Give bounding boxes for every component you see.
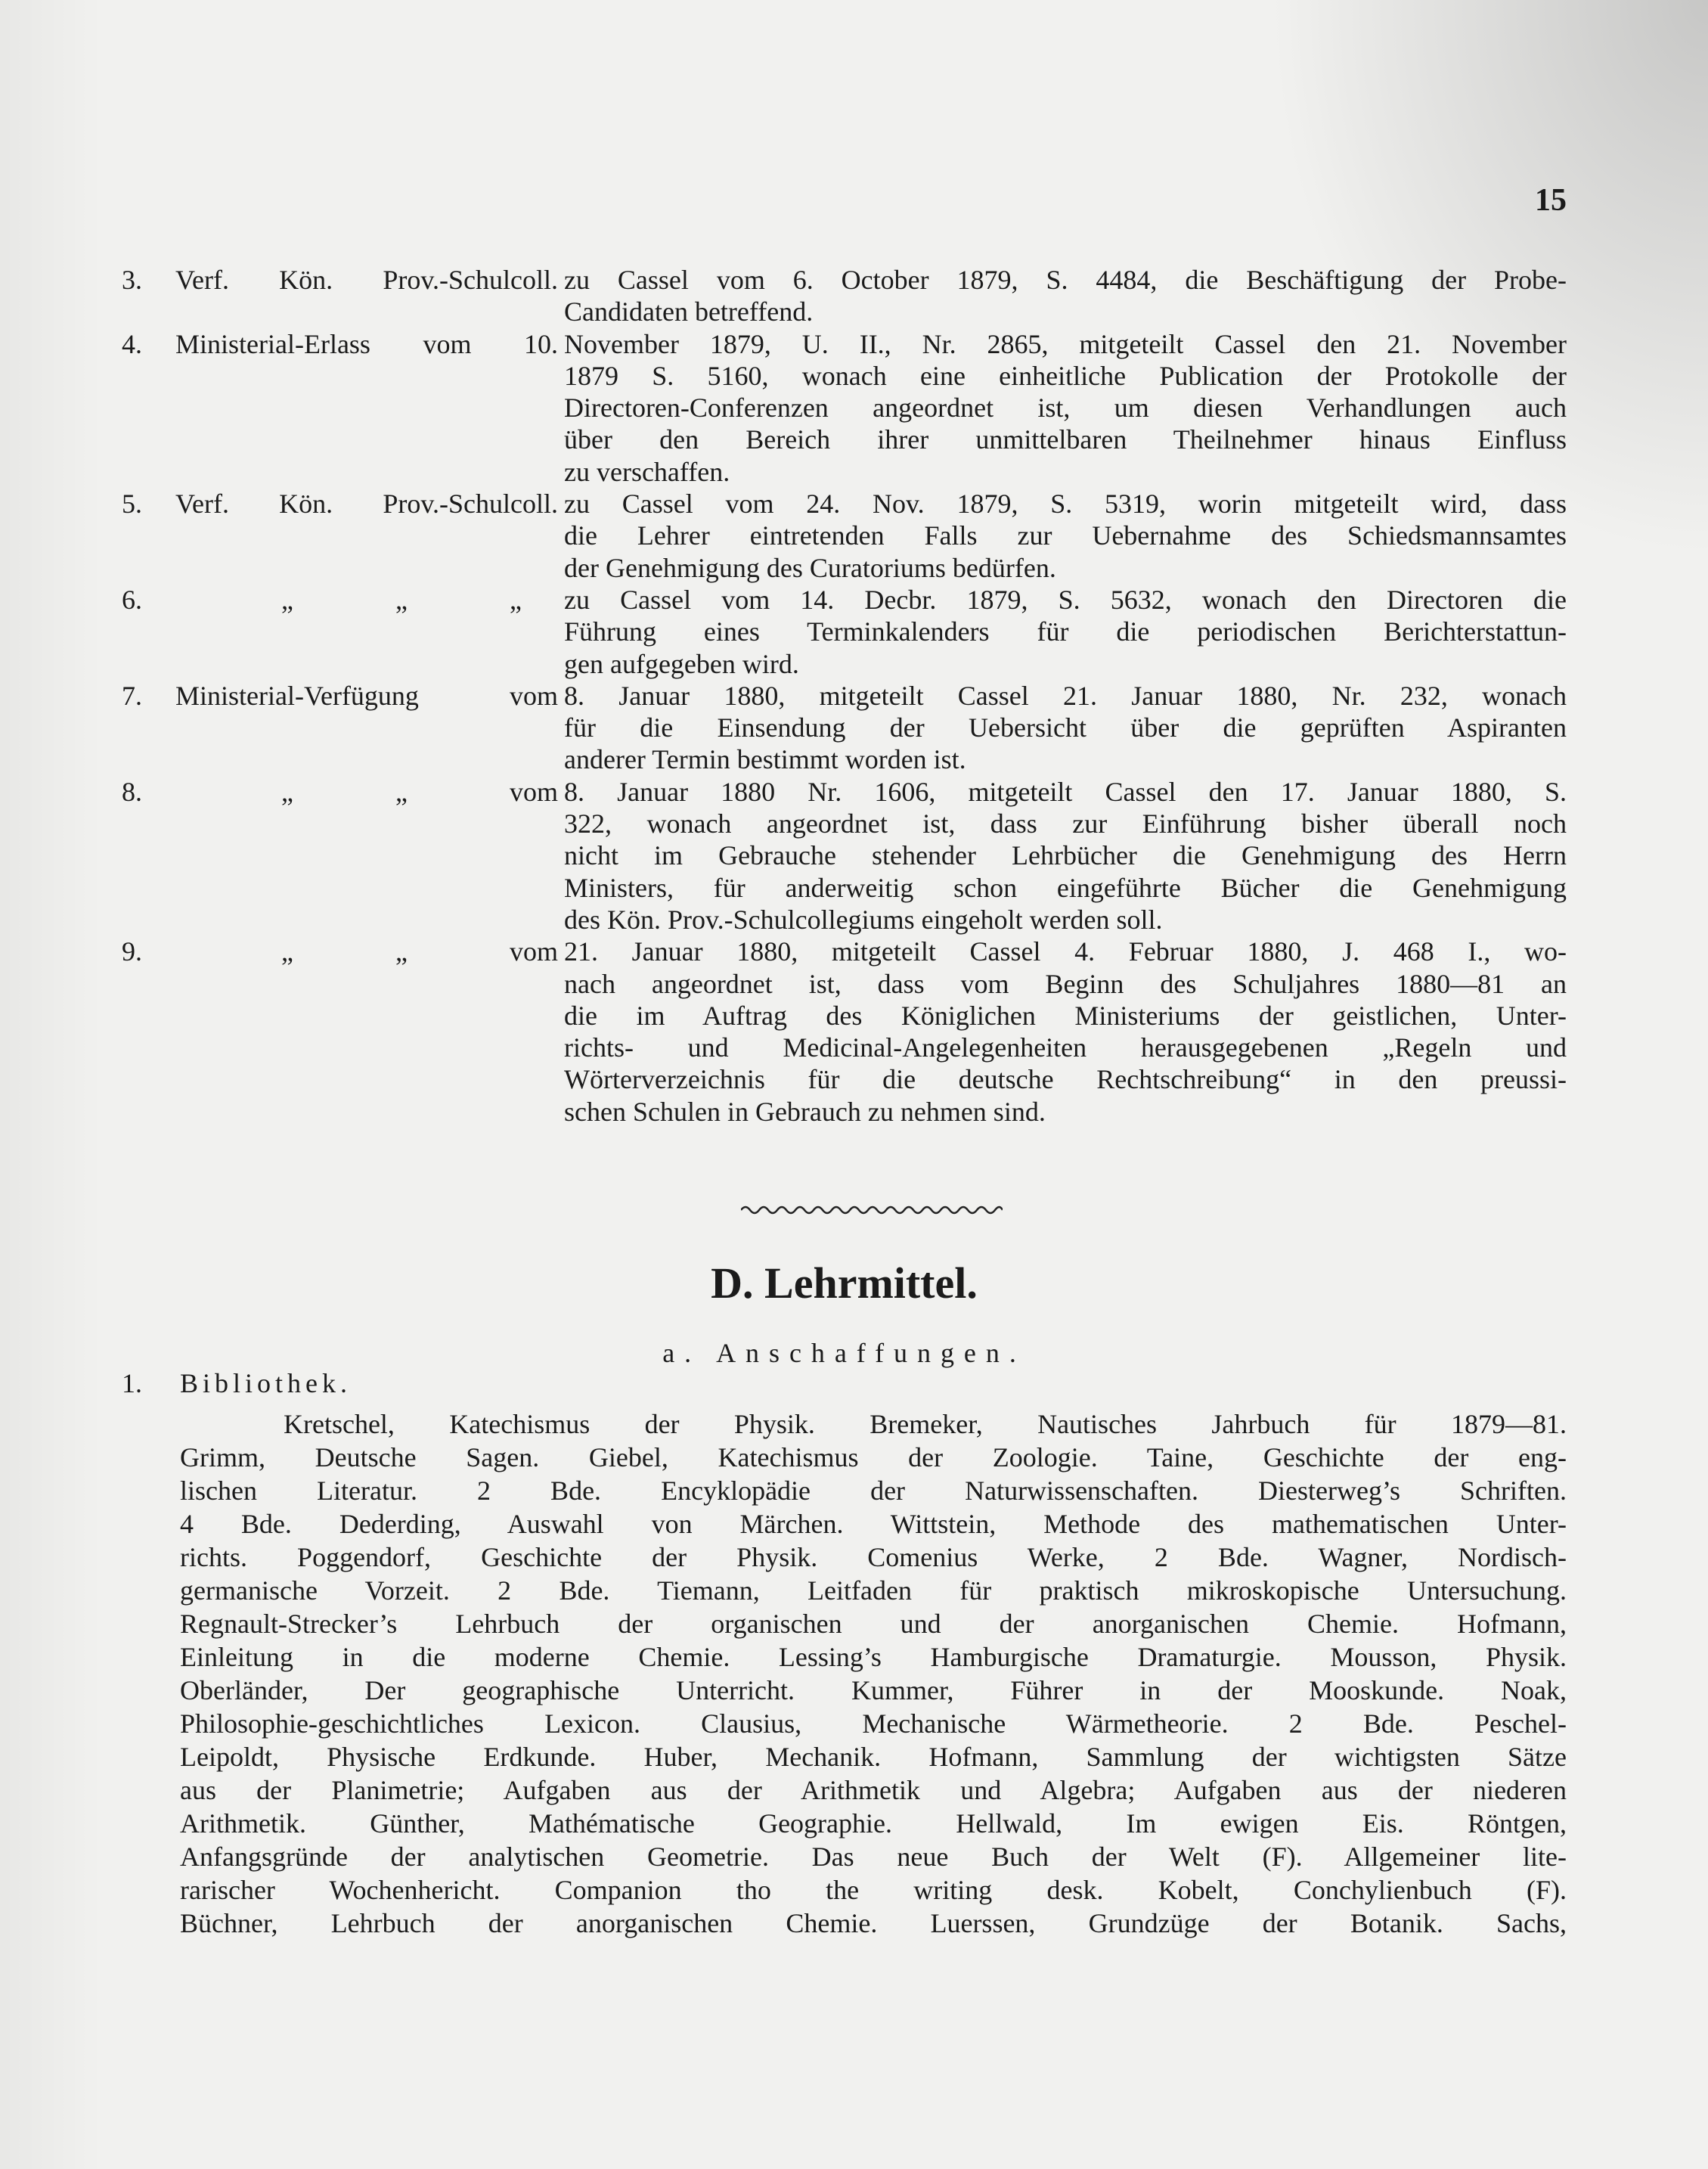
sub-item-bibliothek: [122, 1367, 352, 1400]
item-number: 5.: [122, 489, 142, 520]
item-text: [564, 264, 1567, 328]
item-number: 8.: [122, 776, 142, 807]
text-line: zu Cassel vom 14. Decbr. 1879, S. 5632, wonach den Directoren die: [564, 584, 1567, 615]
text-line: Directoren-Conferenzen angeordnet ist, um diesen Verhandlungen auch: [564, 393, 1567, 424]
text-line: 322, wonach angeordnet ist, dass zur Einführung bisher überall noch: [564, 808, 1567, 839]
text-line: gen aufgegeben wird.: [564, 648, 799, 679]
section-heading: D. Lehrmittel.: [711, 1258, 978, 1308]
text-line: der Genehmigung des Curatoriums bedürfen.: [564, 552, 1056, 583]
sub-item-title: Bibliothek.: [180, 1368, 352, 1398]
text-line: Wörterverzeichnis für die deutsche Rechtschreibung“ in den preussi-: [564, 1064, 1567, 1095]
text-line: Büchner, Lehrbuch der anorganischen Chemie. Luerssen, Grundzüge der Botanik. Sachs,: [180, 1908, 1567, 1938]
decree-item: [122, 488, 1567, 584]
decree-item: [122, 680, 1567, 776]
text-line: Anfangsgründe der analytischen Geometrie. Das neue Buch der Welt (F). Allgemeiner lite-: [180, 1842, 1567, 1872]
decree-item: [122, 936, 1567, 1128]
text-line: 21. Januar 1880, mitgeteilt Cassel 4. Februar 1880, J. 468 I., wo-: [564, 936, 1567, 967]
text-line: nach angeordnet ist, dass vom Beginn des Schuljahres 1880—81 an: [564, 968, 1567, 999]
decree-item: [122, 328, 1567, 488]
text-line: 4 Bde. Dederding, Auswahl von Märchen. Wittstein, Methode des mathematischen Unter-: [180, 1509, 1567, 1539]
item-number: 9.: [122, 936, 142, 967]
item-label: Ministerial-Erlass vom 10.: [175, 328, 558, 359]
page-number: 15: [1535, 183, 1567, 218]
decree-list: [122, 264, 1567, 1128]
item-label: „ „ vom: [281, 776, 558, 807]
item-text: [564, 584, 1567, 680]
text-line: 8. Januar 1880 Nr. 1606, mitgeteilt Cassel den 17. Januar 1880, S.: [564, 776, 1567, 807]
text-line: Regnault-Strecker’s Lehrbuch der organischen und der anorganischen Chemie. Hofmann,: [180, 1609, 1567, 1639]
decree-item: [122, 776, 1567, 936]
text-line: richts- und Medicinal-Angelegenheiten herausgegebenen „Regeln und: [564, 1032, 1567, 1063]
text-line: Leipoldt, Physische Erdkunde. Huber, Mechanik. Hofmann, Sammlung der wichtigsten Sätze: [180, 1742, 1567, 1772]
text-line: Candidaten betreffend.: [564, 296, 814, 327]
wavy-separator: [741, 1201, 1003, 1219]
item-text: [564, 680, 1567, 776]
item-text: [564, 328, 1567, 488]
item-text: [564, 776, 1567, 936]
text-line: Führung eines Terminkalenders für die periodischen Berichterstattun-: [564, 616, 1567, 647]
text-line: über den Bereich ihrer unmittelbaren Theilnehmer hinaus Einfluss: [564, 424, 1567, 455]
text-line: lischen Literatur. 2 Bde. Encyklopädie der Naturwissenschaften. Diesterweg’s Schriften.: [180, 1475, 1567, 1506]
text-line: die im Auftrag des Königlichen Ministeriums der geistlichen, Unter-: [564, 1000, 1567, 1031]
text-line: November 1879, U. II., Nr. 2865, mitgeteilt Cassel den 21. November: [564, 328, 1567, 359]
item-label: Verf. Kön. Prov.-Schulcoll.: [175, 489, 558, 520]
item-text: [564, 936, 1567, 1128]
item-label: Verf. Kön. Prov.-Schulcoll.: [175, 265, 558, 295]
bibliothek-paragraph: [180, 1407, 1567, 1940]
text-line: anderer Termin bestimmt worden ist.: [564, 744, 966, 775]
item-number: 7.: [122, 680, 142, 711]
item-number: 4.: [122, 328, 142, 359]
text-line: zu Cassel vom 6. October 1879, S. 4484, die Beschäftigung der Probe-: [564, 265, 1567, 295]
text-line: zu Cassel vom 24. Nov. 1879, S. 5319, worin mitgeteilt wird, dass: [564, 489, 1567, 520]
decree-item: [122, 584, 1567, 680]
subheading: a. Anschaffungen.: [662, 1338, 1026, 1368]
text-line: des Kön. Prov.-Schulcollegiums eingeholt werden soll.: [564, 904, 1163, 935]
text-line: Philosophie-geschichtliches Lexicon. Clausius, Mechanische Wärmetheorie. 2 Bde. Peschel-: [180, 1708, 1567, 1739]
text-line: für die Einsendung der Uebersicht über die geprüften Aspiranten: [564, 712, 1567, 743]
text-line: rarischer Wochenhericht. Companion tho the writing desk. Kobelt, Conchylienbuch (F).: [180, 1875, 1567, 1905]
sub-item-number: 1.: [122, 1368, 142, 1398]
text-line: Arithmetik. Günther, Mathématische Geographie. Hellwald, Im ewigen Eis. Röntgen,: [180, 1808, 1567, 1839]
text-line: aus der Planimetrie; Aufgaben aus der Arithmetik und Algebra; Aufgaben aus der niederen: [180, 1775, 1567, 1805]
text-line: zu verschaffen.: [564, 456, 730, 487]
item-label: „ „ vom: [281, 936, 558, 967]
decree-item: [122, 264, 1567, 328]
item-text: [564, 488, 1567, 584]
text-line: 8. Januar 1880, mitgeteilt Cassel 21. Januar 1880, Nr. 232, wonach: [564, 680, 1567, 711]
text-line: Oberländer, Der geographische Unterricht. Kummer, Führer in der Mooskunde. Noak,: [180, 1675, 1567, 1705]
text-line: Ministers, für anderweitig schon eingeführte Bücher die Genehmigung: [564, 872, 1567, 903]
item-label: Ministerial-Verfügung vom: [175, 680, 558, 711]
text-line: Einleitung in die moderne Chemie. Lessing’s Hamburgische Dramaturgie. Mousson, Physik.: [180, 1642, 1567, 1672]
item-number: 6.: [122, 584, 142, 615]
text-line: Kretschel, Katechismus der Physik. Bremeker, Nautisches Jahrbuch für 1879—81.: [284, 1409, 1567, 1439]
text-line: germanische Vorzeit. 2 Bde. Tiemann, Leitfaden für praktisch mikroskopische Untersuchung.: [180, 1575, 1567, 1606]
item-number: 3.: [122, 265, 142, 295]
text-line: die Lehrer eintretenden Falls zur Uebernahme des Schiedsmannsamtes: [564, 520, 1567, 551]
text-line: schen Schulen in Gebrauch zu nehmen sind.: [564, 1096, 1046, 1127]
text-line: Grimm, Deutsche Sagen. Giebel, Katechismus der Zoologie. Taine, Geschichte der eng-: [180, 1442, 1567, 1472]
item-label: „ „ „: [281, 584, 522, 615]
text-line: 1879 S. 5160, wonach eine einheitliche Publication der Protokolle der: [564, 360, 1567, 391]
text-line: richts. Poggendorf, Geschichte der Physik. Comenius Werke, 2 Bde. Wagner, Nordisch-: [180, 1542, 1567, 1572]
text-line: nicht im Gebrauche stehender Lehrbücher die Genehmigung des Herrn: [564, 840, 1567, 871]
